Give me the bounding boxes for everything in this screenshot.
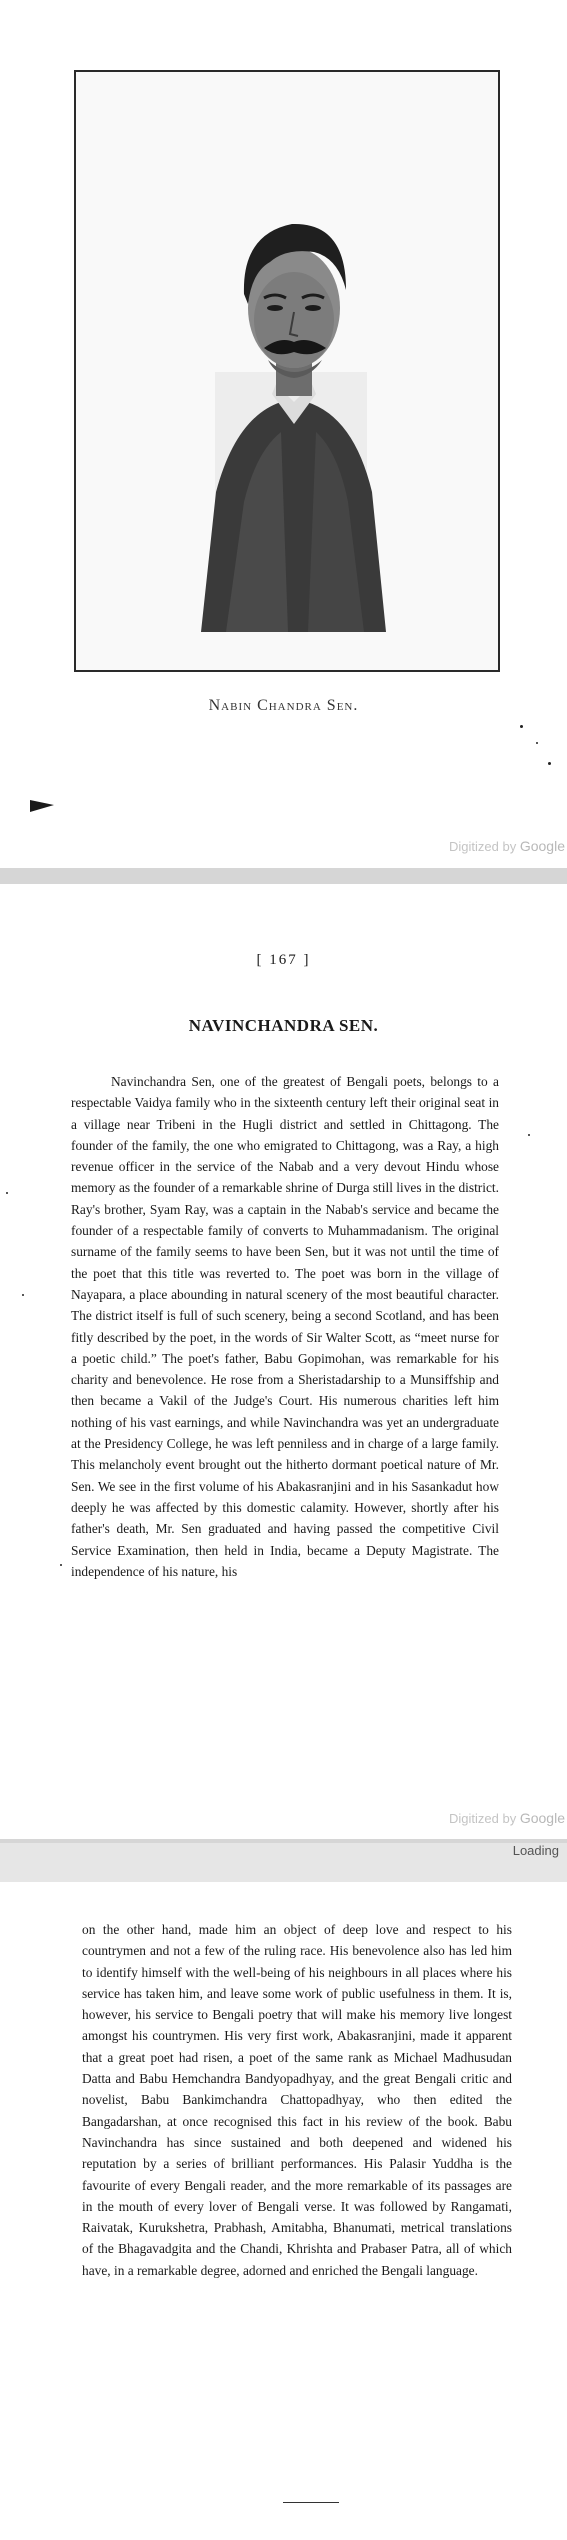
paragraph: on the other hand, made him an object of deep love and respect to his countrymen and not a few of the ruling race. His benevolence also has led him to identify himself with the well-being of his neighbours in all places where his service has taken him, and leave some work of public usefulness in them. It is, however, his service to Bengali poetry that will make his memory live longest amongst his countrymen. His very first work, Abakasranjini, made it apparent that a great poet had risen, a poet of the same rank as Michael Madhusudan Datta and Babu Hemchandra Bandyopadhyay, and the great Bengali critic and novelist, Babu Bankimchandra Chattopadhyay, who then edited the Bangadarshan, at once recognised this fact in his review of the book. Babu Navinchandra has since sustained and both deepened and widened his reputation by a series of brilliant performances. His Palasir Yuddha is the favourite of every Bengali reader, and the more remarkable of its passages are in the mouth of every lover of Bengali verse. It was followed by Rangamati, Raivatak, Kurukshetra, Prabhash, Amitabha, Bhanumati, metrical translations of the Bhagavadgita and the Chandi, Khrishta and Prabaser Patra, all of which have, in a remarkable degree, adorned and enriched the Bengali language. [82,1922,512,2278]
ink-speck [6,1192,8,1194]
ink-speck [528,1134,530,1136]
text-page-167 [0,884,567,1839]
page-number: [ 167 ] [256,952,311,968]
watermark-prefix: Digitized by [449,1811,517,1826]
portrait-photograph [76,72,498,670]
google-logo: Google [519,1810,565,1826]
loading-label: Loading [512,1843,559,1858]
viewer-loading-bar [0,1843,567,1885]
paragraph: Navinchandra Sen, one of the greatest of Bengali poets, belongs to a respectable Vaidya family who in the sixteenth century left their original seat in a village near Tribeni in the Hugli district and settled in Chittagong. The founder of the family, the one who emigrated to Chittagong, was a Ray, a high revenue officer in the service of the Nabab and a very devout Hindu whose memory as the founder of a remarkable shrine of Durga still lives in the district. Ray's brother, Syam Ray, was a captain in the Nabab's service and became the founder of a respectable family of converts to Muhammadanism. The original surname of the family seems to have been Sen, but it was not until the time of the poet that this title was reverted to. The poet was born in the village of Nayapara, a place abounding in natural scenery of the most beautiful character. The district itself is full of such scenery, being a second Scotland, and has been fitly described by the poet, in the words of Sir Walter Scott, as “meet nurse for a poetic child.” The poet's father, Babu Gopimohan, was remarkable for his charity and benevolence. He rose from a Sheristadarship to a Munsiffship and then became a Vakil of the Judge's Court. His numerous charities left him nothing of his vast earnings, and while Navinchandra was yet an undergraduate at the Presidency College, he was left penniless and in charge of a large family. This melancholy event brought out the hitherto dormant poetical nature of Mr. Sen. We see in the first volume of his Abakasranjini and in his Sasankadut how deeply he was affected by this domestic calamity. However, shortly after his father's death, Mr. Sen graduated and having passed the competitive Civil Service Examination, then held in India, became a Deputy Magistrate. The independence of his nature, his [71,1074,499,1579]
ink-speck [520,725,523,728]
ink-speck [536,742,538,744]
google-logo: Google [519,838,565,854]
watermark-prefix: Digitized by [449,839,517,854]
article-heading: NAVINCHANDRA SEN. [188,1016,379,1035]
print-mark [30,800,54,812]
plate-page [0,0,567,868]
text-page-168 [0,1882,567,2540]
plate-caption: Nabin Chandra Sen. [208,697,359,714]
digitized-watermark [449,1810,565,1826]
ink-speck [22,1294,24,1296]
article-body-continued [82,1919,512,2281]
end-rule [283,2502,339,2503]
article-body [71,1071,499,1582]
portrait-frame [74,70,500,672]
ink-speck [548,762,551,765]
ink-speck [60,1564,62,1566]
digitized-watermark [449,838,565,854]
